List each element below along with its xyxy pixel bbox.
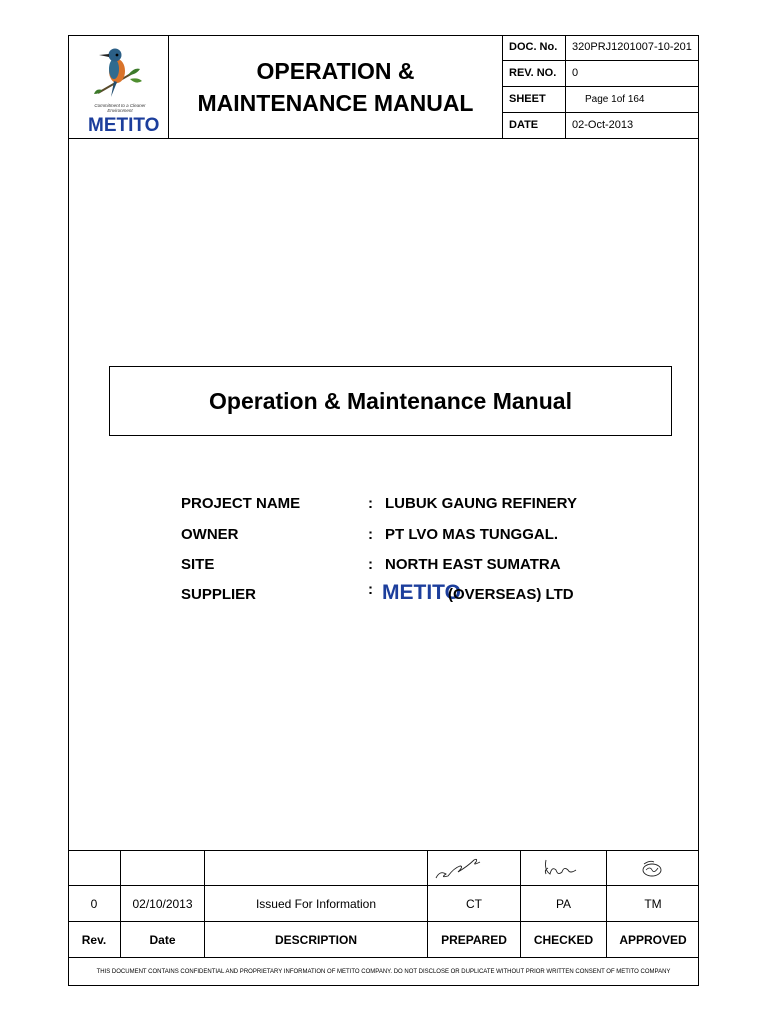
main-title: Operation & Maintenance Manual — [209, 387, 572, 414]
row-rev: 0 — [90, 896, 98, 911]
info-label: OWNER — [181, 526, 239, 543]
row-date: 02/10/2013 — [132, 896, 193, 911]
meta-row-date — [503, 113, 699, 139]
signature-checked — [524, 852, 604, 884]
row-approved: TM — [644, 896, 662, 911]
row-description: Issued For Information — [255, 896, 377, 911]
header-rev: Rev. — [81, 932, 107, 947]
confidentiality-notice: THIS DOCUMENT CONTAINS CONFIDENTIAL AND PROPRIETARY INFORMATION OF METITO COMPANY. DO NOT DISCLOSE OR DUPLICATE WITHOUT PRIOR WRITTEN CONSENT OF METITO COMPANY — [96, 969, 671, 975]
meta-row-rev-no — [503, 61, 699, 87]
info-separator: : — [368, 556, 373, 573]
header-date: Date — [149, 932, 176, 947]
meta-key: SHEET — [503, 87, 566, 112]
header-title: OPERATION & MAINTENANCE MANUAL — [197, 57, 474, 116]
meta-value: Page 1of 164 — [585, 94, 645, 105]
info-label: SITE — [181, 556, 215, 573]
info-label: PROJECT NAME — [181, 495, 301, 512]
document-header — [68, 35, 699, 139]
info-value: (OVERSEAS) LTD — [448, 586, 574, 603]
row-prepared: CT — [466, 896, 482, 911]
info-separator: : — [368, 495, 373, 512]
page-border — [68, 35, 699, 986]
document-meta-table — [503, 35, 699, 139]
meta-key: REV. NO. — [503, 61, 566, 86]
info-separator: : — [368, 526, 373, 543]
info-value: PT LVO MAS TUNGGAL. — [385, 526, 559, 543]
kingfisher-bird-icon — [68, 35, 169, 105]
info-label: SUPPLIER — [181, 586, 257, 603]
info-value: LUBUK GAUNG REFINERY — [385, 495, 577, 512]
meta-value: 02-Oct-2013 — [572, 119, 634, 131]
meta-key: DATE — [503, 113, 566, 138]
info-separator: : — [368, 581, 373, 598]
main-title-box — [109, 366, 672, 436]
supplier-logo: METITO — [382, 581, 461, 604]
company-logo — [68, 35, 169, 138]
logo-wordmark: METITO — [88, 115, 160, 136]
row-checked: PA — [555, 896, 572, 911]
meta-row-sheet — [503, 87, 699, 113]
header-divider — [68, 138, 699, 139]
revision-table — [68, 850, 699, 958]
header-prepared: PREPARED — [441, 932, 507, 947]
header-approved: APPROVED — [619, 932, 687, 947]
meta-value: 320PRJ1201007-10-201 — [572, 41, 692, 53]
signature-approved — [610, 852, 698, 884]
logo-tagline: Commitment to a Cleaner Environment — [94, 103, 146, 113]
header-checked: CHECKED — [533, 932, 594, 947]
table-rule — [68, 850, 699, 851]
info-value: NORTH EAST SUMATRA — [385, 556, 561, 573]
header-title-cell — [169, 35, 503, 138]
meta-value: 0 — [572, 67, 579, 79]
meta-row-doc-no — [503, 35, 699, 61]
signature-prepared — [430, 852, 518, 884]
header-description: DESCRIPTION — [274, 932, 357, 947]
meta-key: DOC. No. — [503, 35, 566, 60]
